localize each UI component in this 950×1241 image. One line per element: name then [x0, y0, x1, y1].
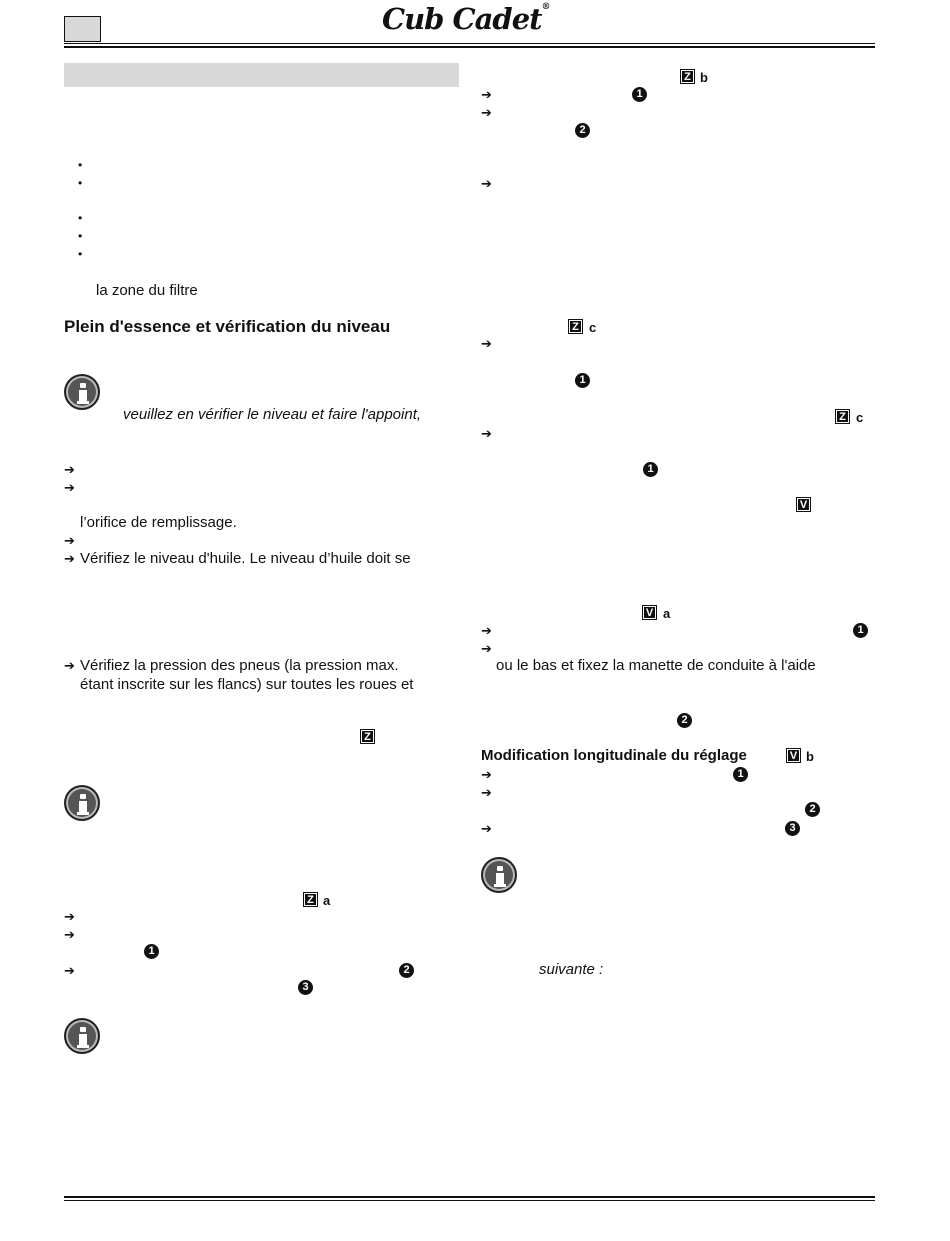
- longitudinal-adjust-heading: Modification longitudinale du réglage: [481, 747, 747, 764]
- figure-sub-c: c: [856, 410, 864, 425]
- figure-z-tag: Z: [835, 409, 850, 424]
- callout-2-icon: 2: [575, 123, 590, 138]
- callout-1-icon: 1: [575, 373, 590, 388]
- registered-mark: ®: [541, 2, 550, 12]
- bullet-5: •: [78, 247, 83, 261]
- figure-sub-b: b: [806, 749, 814, 764]
- figure-sub-b: b: [700, 70, 708, 85]
- bullet-3: •: [78, 211, 83, 225]
- figure-z-tag: Z: [360, 729, 375, 744]
- filter-zone-text: la zone du filtre: [96, 282, 198, 299]
- callout-1-icon: 1: [643, 462, 658, 477]
- figure-v-tag: V: [786, 748, 801, 763]
- info-icon: [64, 1018, 100, 1054]
- filler-opening-text: l’orifice de remplissage.: [80, 514, 237, 531]
- callout-3-icon: 3: [298, 980, 313, 995]
- footer-rule-thick: [64, 1196, 875, 1198]
- arrow-icon: ➔: [481, 176, 492, 191]
- info-icon: [481, 857, 517, 893]
- callout-1-icon: 1: [733, 767, 748, 782]
- figure-sub-a: a: [663, 606, 671, 621]
- info-note-text: veuillez en vérifier le niveau et faire l'appoint,: [123, 406, 422, 423]
- brand-name: Cub Cadet: [382, 2, 542, 36]
- figure-z-tag: Z: [303, 892, 318, 907]
- arrow-icon: ➔: [64, 533, 75, 548]
- arrow-icon: ➔: [64, 480, 75, 495]
- page-number-box: [64, 16, 101, 42]
- callout-2-icon: 2: [677, 713, 692, 728]
- bullet-2: •: [78, 176, 83, 190]
- footer-rule-thin: [64, 1200, 875, 1201]
- figure-z-tag: Z: [568, 319, 583, 334]
- figure-sub-c: c: [589, 320, 597, 335]
- bullet-4: •: [78, 229, 83, 243]
- section-title-bar: [64, 63, 459, 87]
- suivante-text: suivante :: [539, 961, 604, 978]
- callout-2-icon: 2: [805, 802, 820, 817]
- arrow-icon: ➔: [64, 462, 75, 477]
- handle-fix-text: ou le bas et fixez la manette de conduite à l'aide: [496, 657, 816, 674]
- oil-level-check-text: Vérifiez le niveau d'huile. Le niveau d’huile doit se: [80, 550, 411, 567]
- arrow-icon: ➔: [481, 87, 492, 102]
- arrow-icon: ➔: [481, 426, 492, 441]
- arrow-icon: ➔: [64, 927, 75, 942]
- figure-v-tag: V: [642, 605, 657, 620]
- figure-z-tag: Z: [680, 69, 695, 84]
- bullet-1: •: [78, 158, 83, 172]
- brand-logo: [382, 2, 550, 36]
- arrow-icon: ➔: [64, 909, 75, 924]
- callout-1-icon: 1: [853, 623, 868, 638]
- arrow-icon: ➔: [481, 767, 492, 782]
- callout-2-icon: 2: [399, 963, 414, 978]
- arrow-icon: ➔: [481, 105, 492, 120]
- arrow-icon: ➔: [481, 641, 492, 656]
- arrow-icon: ➔: [64, 963, 75, 978]
- figure-v-tag: V: [796, 497, 811, 512]
- arrow-icon: ➔: [64, 551, 75, 566]
- info-icon: [64, 785, 100, 821]
- callout-1-icon: 1: [632, 87, 647, 102]
- arrow-icon: ➔: [481, 785, 492, 800]
- info-icon: [64, 374, 100, 410]
- tire-pressure-text-2: étant inscrite sur les flancs) sur toutes les roues et: [80, 676, 414, 693]
- arrow-icon: ➔: [64, 658, 75, 673]
- callout-3-icon: 3: [785, 821, 800, 836]
- header-rule-thin: [64, 43, 875, 44]
- arrow-icon: ➔: [481, 821, 492, 836]
- fuel-section-heading: Plein d'essence et vérification du niveau: [64, 317, 391, 336]
- tire-pressure-text-1: Vérifiez la pression des pneus (la pression max.: [80, 657, 399, 674]
- figure-sub-a: a: [323, 893, 331, 908]
- arrow-icon: ➔: [481, 336, 492, 351]
- callout-1-icon: 1: [144, 944, 159, 959]
- header-rule-thick: [64, 46, 875, 48]
- arrow-icon: ➔: [481, 623, 492, 638]
